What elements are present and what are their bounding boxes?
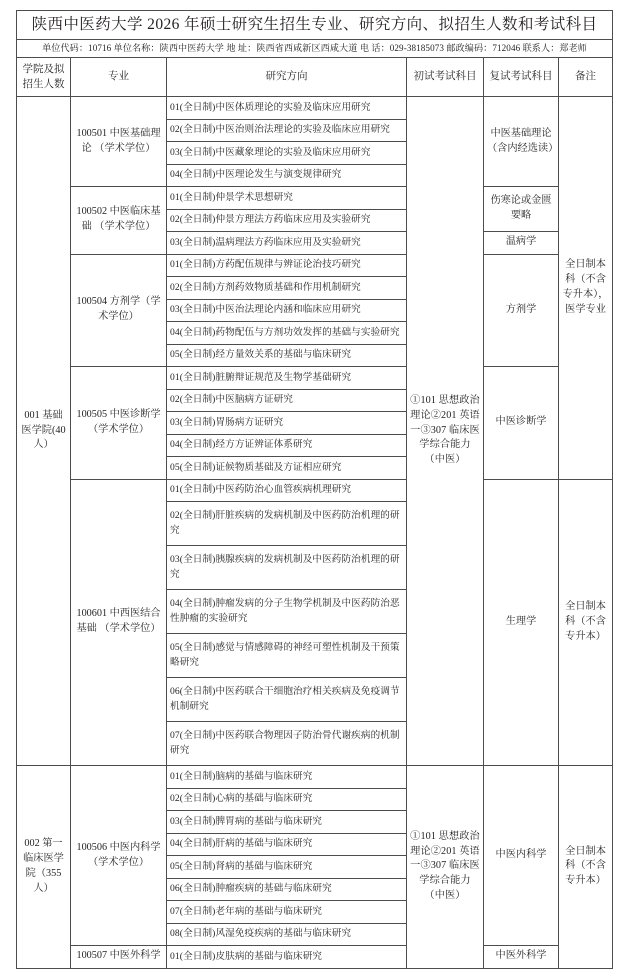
research-direction: 06(全日制)中医药联合干细胞治疗相关疾病及免疫调节机制研究 <box>167 678 407 722</box>
table-row <box>17 187 613 210</box>
exam-second-subject: 中医基础理论（含内经选读） <box>484 97 559 187</box>
header-college: 学院及拟招生人数 <box>17 58 71 97</box>
page-title: 陕西中医药大学 2026 年硕士研究生招生专业、研究方向、拟招生人数和考试科目 <box>17 11 613 40</box>
table-row <box>17 766 613 789</box>
exam-second-subject: 中医诊断学 <box>484 367 559 480</box>
research-direction: 04(全日制)药物配伍与方剂功效发挥的基础与实验研究 <box>167 322 407 345</box>
research-direction: 06(全日制)肿瘤疾病的基础与临床研究 <box>167 878 407 901</box>
research-direction: 08(全日制)风湿免疫疾病的基础与临床研究 <box>167 923 407 946</box>
table-row <box>17 367 613 390</box>
header-exam-second: 复试考试科目 <box>484 58 559 97</box>
exam-second-subject: 方剂学 <box>484 254 559 367</box>
exam-first-subjects: ①101 思想政治理论②201 英语一③307 临床医学综合能力（中医） <box>407 97 484 766</box>
info-row <box>17 40 613 58</box>
institution-info: 单位代码：10716 单位名称：陕西中医药大学 地 址：陕西省西咸新区西咸大道 电 话：029-38185073 邮政编码：712046 联系人：郑老师 <box>17 40 613 58</box>
research-direction: 05(全日制)证候物质基础及方证相应研究 <box>167 457 407 480</box>
research-direction: 04(全日制)经方方证辨证体系研究 <box>167 434 407 457</box>
research-direction: 03(全日制)中医治法理论内涵和临床应用研究 <box>167 299 407 322</box>
exam-second-subject: 生理学 <box>484 479 559 766</box>
research-direction: 03(全日制)中医藏象理论的实验及临床应用研究 <box>167 142 407 165</box>
college-name: 001 基础医学院(40 人） <box>17 97 71 766</box>
note-text: 全日制本科（不含专升本） <box>559 766 613 969</box>
research-direction: 01(全日制)仲景学术思想研究 <box>167 187 407 210</box>
college-name: 002 第一临床医学院（355 人） <box>17 766 71 969</box>
research-direction: 02(全日制)中医治则治法理论的实验及临床应用研究 <box>167 119 407 142</box>
note-text: 全日制本科（不含专升本），医学专业 <box>559 97 613 480</box>
research-direction: 01(全日制)中医体质理论的实验及临床应用研究 <box>167 97 407 120</box>
major-name: 100507 中医外科学 <box>71 946 167 969</box>
research-direction: 01(全日制)脏腑辩证规范及生物学基础研究 <box>167 367 407 390</box>
research-direction: 01(全日制)中医药防治心血管疾病机理研究 <box>167 479 407 502</box>
research-direction: 05(全日制)肾病的基础与临床研究 <box>167 856 407 879</box>
header-major: 专业 <box>71 58 167 97</box>
research-direction: 02(全日制)中医脑病方证研究 <box>167 389 407 412</box>
research-direction: 05(全日制)感觉与情感障碍的神经可塑性机制及干预策略研究 <box>167 634 407 678</box>
admissions-table <box>16 10 613 969</box>
major-name: 100505 中医诊断学（学术学位） <box>71 367 167 480</box>
note-text: 全日制本科（不含专升本） <box>559 479 613 766</box>
research-direction: 02(全日制)心病的基础与临床研究 <box>167 788 407 811</box>
research-direction: 02(全日制)仲景方理法方药临床应用及实验研究 <box>167 209 407 232</box>
exam-second-subject: 伤寒论或金匮要略 <box>484 187 559 232</box>
major-name: 100601 中西医结合基础 （学术学位） <box>71 479 167 766</box>
research-direction: 03(全日制)温病理法方药临床应用及实验研究 <box>167 232 407 255</box>
major-name: 100502 中医临床基础 （学术学位） <box>71 187 167 255</box>
major-name: 100504 方剂学（学术学位） <box>71 254 167 367</box>
exam-second-subject: 温病学 <box>484 232 559 255</box>
research-direction: 02(全日制)方剂药效物质基础和作用机制研究 <box>167 277 407 300</box>
research-direction: 05(全日制)经方量效关系的基础与临床研究 <box>167 344 407 367</box>
title-row <box>17 11 613 40</box>
research-direction: 04(全日制)肝病的基础与临床研究 <box>167 833 407 856</box>
research-direction: 01(全日制)方药配伍规律与辨证论治技巧研究 <box>167 254 407 277</box>
major-name: 100506 中医内科学（学术学位） <box>71 766 167 946</box>
exam-first-subjects: ①101 思想政治理论②201 英语一③307 临床医学综合能力（中医） <box>407 766 484 969</box>
header-note: 备注 <box>559 58 613 97</box>
research-direction: 02(全日制)肝脏疾病的发病机制及中医药防治机理的研究 <box>167 502 407 546</box>
header-direction: 研究方向 <box>167 58 407 97</box>
research-direction: 04(全日制)肿瘤发病的分子生物学机制及中医药防治恶性肿瘤的实验研究 <box>167 590 407 634</box>
research-direction: 04(全日制)中医理论发生与演变规律研究 <box>167 164 407 187</box>
research-direction: 03(全日制)脾胃病的基础与临床研究 <box>167 811 407 834</box>
table-row <box>17 946 613 969</box>
exam-second-subject: 中医外科学 <box>484 946 559 969</box>
research-direction: 01(全日制)脑病的基础与临床研究 <box>167 766 407 789</box>
major-name: 100501 中医基础理论 （学术学位） <box>71 97 167 187</box>
research-direction: 07(全日制)中医药联合物理因子防治骨代谢疾病的机制研究 <box>167 722 407 766</box>
research-direction: 03(全日制)胰腺疾病的发病机制及中医药防治机理的研究 <box>167 546 407 590</box>
exam-second-subject: 中医内科学 <box>484 766 559 946</box>
table-row <box>17 254 613 277</box>
column-header-row <box>17 58 613 97</box>
table-row <box>17 97 613 120</box>
research-direction: 01(全日制)皮肤病的基础与临床研究 <box>167 946 407 969</box>
header-exam-first: 初试考试科目 <box>407 58 484 97</box>
research-direction: 07(全日制)老年病的基础与临床研究 <box>167 901 407 924</box>
research-direction: 03(全日制)胃肠病方证研究 <box>167 412 407 435</box>
table-row <box>17 479 613 502</box>
